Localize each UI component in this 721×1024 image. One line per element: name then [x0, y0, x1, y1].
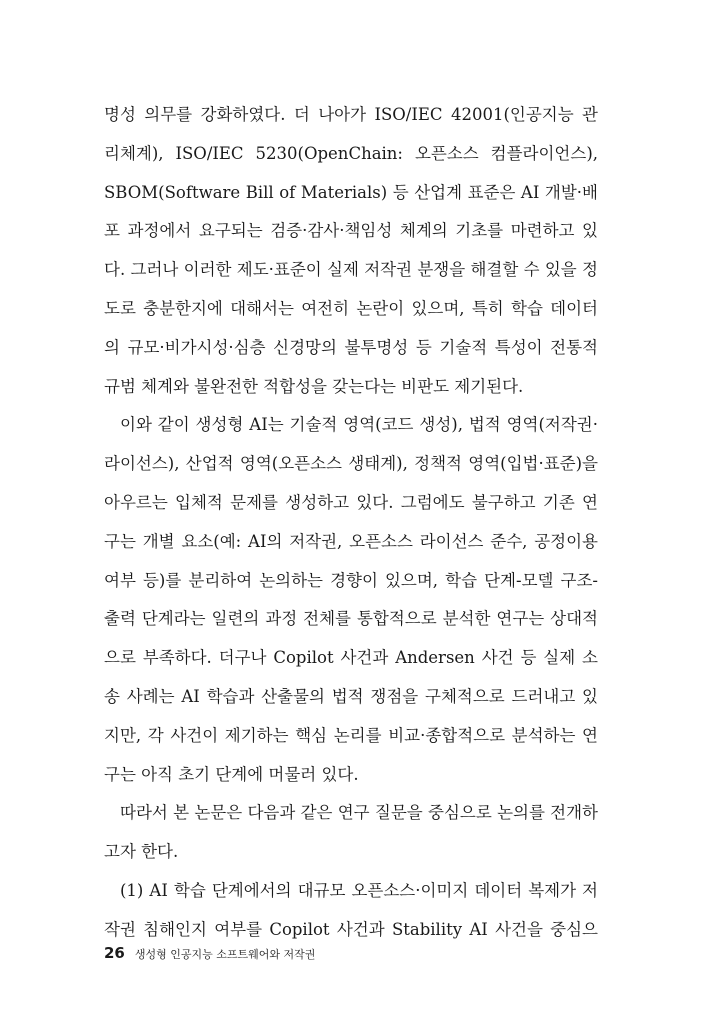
- text-line: 송 사례는 AI 학습과 산출물의 법적 쟁점을 구체적으로 드러내고 있: [104, 686, 598, 706]
- text-line: 따라서 본 논문은 다음과 같은 연구 질문을 중심으로 논의를 전개하: [120, 803, 598, 823]
- page-footer: [104, 944, 315, 966]
- text-line: 다. 그러나 이러한 제도·표준이 실제 저작권 분쟁을 해결할 수 있을 정: [104, 260, 598, 280]
- text-line: 라이선스), 산업적 영역(오픈소스 생태계), 정책적 영역(입법·표준)을: [104, 454, 598, 474]
- text-line: 아우르는 입체적 문제를 생성하고 있다. 그럼에도 불구하고 기존 연: [104, 492, 598, 512]
- text-line: 구는 개별 요소(예: AI의 저작권, 오픈소스 라이선스 준수, 공정이용: [104, 531, 598, 551]
- text-line: 도로 충분한지에 대해서는 여전히 논란이 있으며, 특히 학습 데이터: [104, 298, 598, 318]
- text-line: 규범 체계와 불완전한 적합성을 갖는다는 비판도 제기된다.: [104, 376, 524, 396]
- text-line: 으로 부족하다. 더구나 Copilot 사건과 Andersen 사건 등 실제 소: [104, 648, 598, 668]
- text-line: 여부 등)를 분리하여 논의하는 경향이 있으며, 학습 단계-모델 구조-: [104, 570, 598, 590]
- text-line: (1) AI 학습 단계에서의 대규모 오픈소스·이미지 데이터 복제가 저: [120, 880, 598, 900]
- text-line: 이와 같이 생성형 AI는 기술적 영역(코드 생성), 법적 영역(저작권·: [120, 415, 598, 435]
- text-line: 출력 단계라는 일련의 과정 전체를 통합적으로 분석한 연구는 상대적: [104, 609, 598, 629]
- body-text: [104, 96, 598, 950]
- text-line: SBOM(Software Bill of Materials) 등 산업계 표준은 AI 개발·배: [104, 182, 598, 202]
- text-line: 의 규모·비가시성·심층 신경망의 불투명성 등 기술적 특성이 전통적: [104, 337, 598, 357]
- text-line: 지만, 각 사건이 제기하는 핵심 논리를 비교·종합적으로 분석하는 연: [104, 725, 598, 745]
- text-line: 명성 의무를 강화하였다. 더 나아가 ISO/IEC 42001(인공지능 관: [104, 105, 598, 124]
- text-line: 포 과정에서 요구되는 검증·감사·책임성 체계의 기초를 마련하고 있: [104, 221, 598, 241]
- text-line: 작권 침해인지 여부를 Copilot 사건과 Stability AI 사건을 중심으: [104, 919, 598, 939]
- text-line: 리체계), ISO/IEC 5230(OpenChain: 오픈소스 컴플라이언스),: [104, 143, 598, 163]
- running-title: 생성형 인공지능 소프트웨어와 저작권: [134, 948, 316, 961]
- page-number: 26: [104, 944, 125, 962]
- text-line: 구는 아직 초기 단계에 머물러 있다.: [104, 764, 359, 784]
- text-line: 고자 한다.: [104, 842, 179, 862]
